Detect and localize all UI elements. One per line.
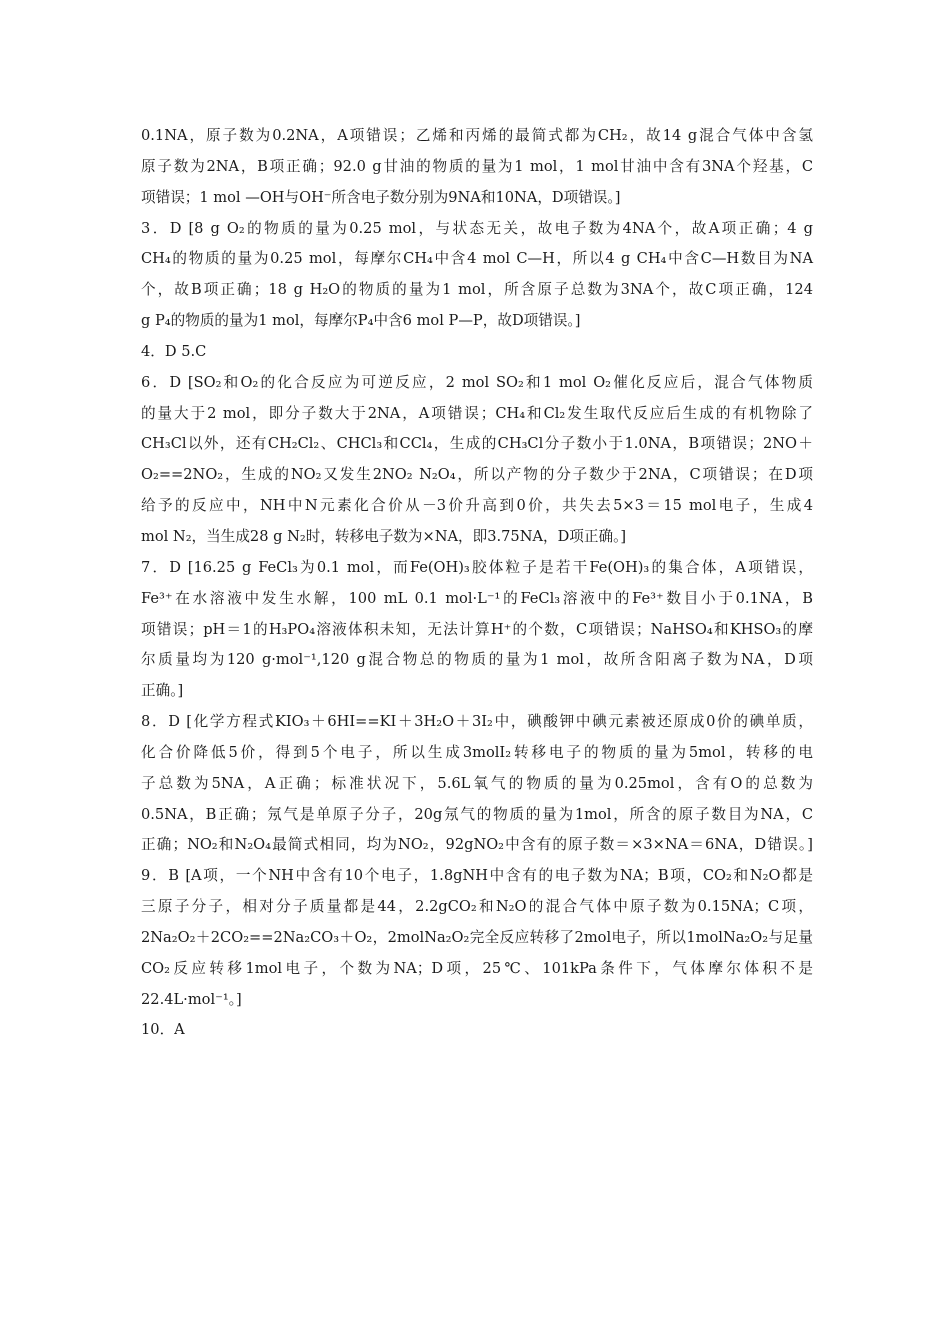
text-line: 4．D 5.C [141,342,207,360]
text-line: 0.5NA，B正确；氖气是单原子分子，20g氖气的物质的量为1mol，所含的原子数目为NA，C [141,805,813,823]
text-line: CH₃Cl以外，还有CH₂Cl₂、CHCl₃和CCl₄，生成的CH₃Cl分子数小于1.0NA，B项错误；2NO＋ [141,435,813,453]
text-line: 化合价降低5价，得到5个电子，所以生成3molI₂转移电子的物质的量为5mol，转移的电 [141,743,813,761]
text-line: mol N₂，当生成28 g N₂时，转移电子数为×NA，即3.75NA，D项正确。] [141,527,627,545]
text-line: 10．A [141,1021,185,1039]
text-line: 3．D [8 g O₂的物质的量为0.25 mol，与状态无关，故电子数为4NA个，故A项正确；4 g [141,219,813,237]
text-line: 正确。] [141,682,184,700]
text-line: 2Na₂O₂＋2CO₂==2Na₂CO₃＋O₂，2molNa₂O₂完全反应转移了2mol电子，所以1molNa₂O₂与足量 [141,928,813,946]
text-line: CO₂反应转移1mol电子，个数为NA；D项，25℃、101kPa条件下，气体摩尔体积不是 [141,959,813,977]
text-line: 的量大于2 mol，即分子数大于2NA，A项错误；CH₄和Cl₂发生取代反应后生成的有机物除了 [141,404,813,422]
text-line: 子总数为5NA，A正确；标准状况下，5.6L氧气的物质的量为0.25mol，含有O的总数为 [141,774,813,792]
text-line: 原子数为2NA，B项正确；92.0 g甘油的物质的量为1 mol，1 mol甘油中含有3NA个羟基，C [141,157,813,175]
answer-text-block [141,121,813,1046]
text-line: 三原子分子，相对分子质量都是44，2.2gCO₂和N₂O的混合气体中原子数为0.15NA；C项， [141,898,813,916]
text-line: 7．D [16.25 g FeCl₃为0.1 mol，而Fe(OH)₃胶体粒子是若干Fe(OH)₃的集合体，A项错误， [141,558,813,576]
text-line: Fe³⁺在水溶液中发生水解，100 mL 0.1 mol·L⁻¹的FeCl₃溶液中的Fe³⁺数目小于0.1NA，B [141,589,813,607]
text-line: 0.1NA，原子数为0.2NA，A项错误；乙烯和丙烯的最简式都为CH₂，故14 g混合气体中含氢 [141,127,813,144]
text-line: CH₄的物质的量为0.25 mol，每摩尔CH₄中含4 mol C—H，所以4 g CH₄中含C—H数目为NA [141,250,813,268]
text-line: O₂==2NO₂，生成的NO₂又发生2NO₂ N₂O₄，所以产物的分子数少于2NA，C项错误；在D项 [141,466,813,484]
text-line: 给予的反应中，NH中N元素化合价从－3价升高到0价，共失去5×3＝15 mol电子，生成4 [141,497,813,515]
text-line: 项错误；1 mol —OH与OH⁻所含电子数分别为9NA和10NA，D项错误。] [141,188,621,206]
text-line: 9．B [A项，一个NH中含有10个电子，1.8gNH中含有的电子数为NA；B项，CO₂和N₂O都是 [141,867,813,885]
text-line: 8．D [化学方程式KIO₃＋6HI==KI＋3H₂O＋3I₂中，碘酸钾中碘元素被还原成0价的碘单质， [141,713,813,731]
text-line: 正确；NO₂和N₂O₄最简式相同，均为NO₂，92gNO₂中含有的原子数＝×3×NA＝6NA，D错误。] [141,836,813,854]
text-line: 尔质量均为120 g·mol⁻¹,120 g混合物总的物质的量为1 mol，故所含阳离子数为NA，D项 [141,651,813,669]
text-line: 个，故B项正确；18 g H₂O的物质的量为1 mol，所含原子总数为3NA个，故C项正确，124 [141,281,813,299]
text-line: 6．D [SO₂和O₂的化合反应为可逆反应，2 mol SO₂和1 mol O₂催化反应后，混合气体物质 [141,373,813,391]
text-line: g P₄的物质的量为1 mol，每摩尔P₄中含6 mol P—P，故D项错误。] [141,312,581,330]
text-line: 22.4L·mol⁻¹。] [141,990,242,1008]
text-line: 项错误；pH＝1的H₃PO₄溶液体积未知，无法计算H⁺的个数，C项错误；NaHSO₄和KHSO₃的摩 [141,620,813,638]
